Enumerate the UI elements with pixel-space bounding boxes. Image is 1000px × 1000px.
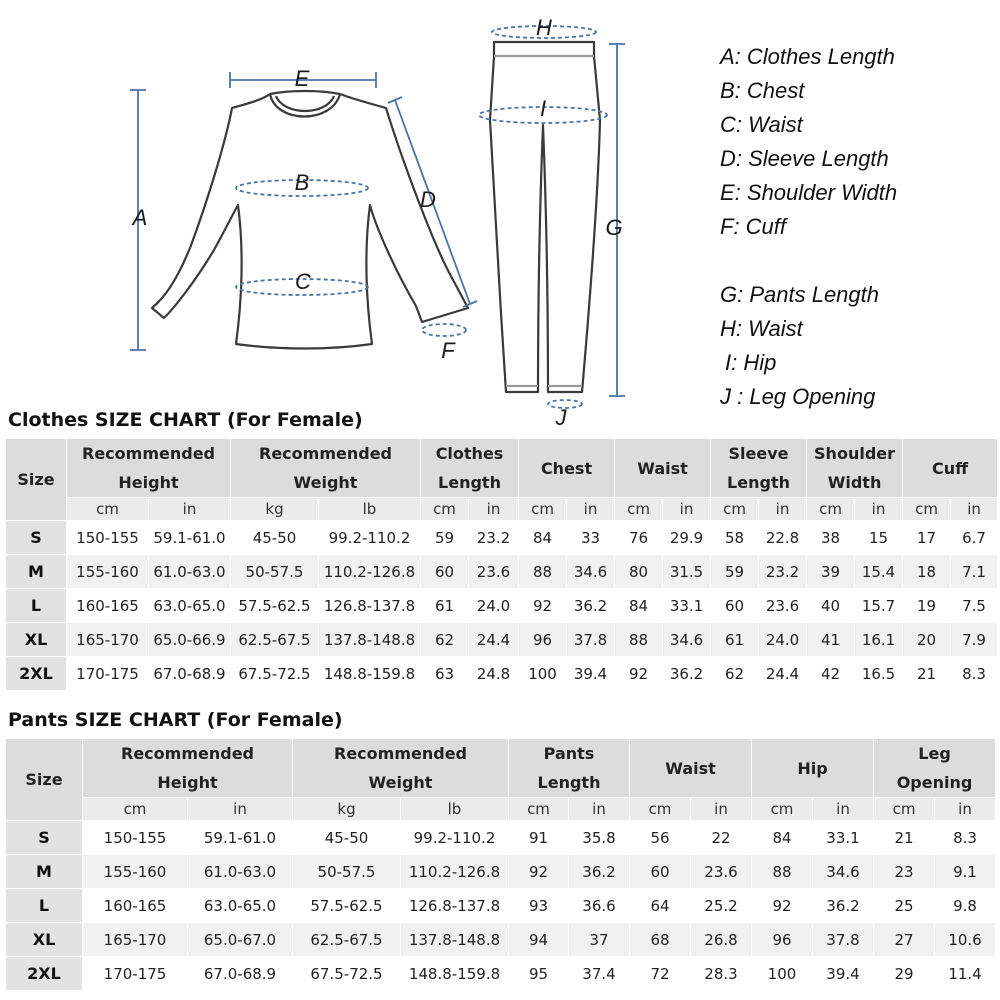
table-cell: 36.2	[567, 589, 615, 623]
legend-gap	[720, 244, 897, 278]
table-cell: 170-175	[67, 657, 149, 691]
table-row	[6, 855, 996, 889]
label-c: C	[295, 269, 311, 294]
label-g: G	[605, 215, 623, 240]
table-cell: 62.5-67.5	[293, 923, 401, 957]
table-cell: 34.6	[663, 623, 711, 657]
table-cell: 45-50	[231, 521, 319, 555]
legend-item: A: Clothes Length	[720, 44, 895, 69]
table-cell: 155-160	[67, 555, 149, 589]
size-header: Size	[6, 739, 83, 821]
table-cell: 7.5	[951, 589, 998, 623]
unit-cell: in	[567, 498, 615, 521]
table-cell: 38	[807, 521, 855, 555]
column-header: Sleeve Length	[711, 439, 807, 498]
unit-cell: cm	[874, 798, 935, 821]
table-cell: 92	[615, 657, 663, 691]
unit-cell: in	[569, 798, 630, 821]
table-cell: 36.2	[663, 657, 711, 691]
legend-item: H: Waist	[720, 316, 803, 341]
unit-cell: in	[935, 798, 996, 821]
table-cell: 92	[752, 889, 813, 923]
table-cell: 96	[519, 623, 567, 657]
pants-illustration	[490, 42, 600, 392]
legend-item: B: Chest	[720, 78, 805, 103]
unit-cell: cm	[752, 798, 813, 821]
table-cell: 24.8	[469, 657, 519, 691]
table-cell: 99.2-110.2	[401, 821, 509, 855]
table-cell: 16.5	[855, 657, 903, 691]
clothes-size-table	[5, 438, 998, 691]
table-cell: 60	[421, 555, 469, 589]
table-cell: 57.5-62.5	[293, 889, 401, 923]
column-header: Recommended Weight	[293, 739, 509, 798]
label-e: E	[294, 66, 310, 91]
size-cell: XL	[6, 923, 83, 957]
table-cell: 23.6	[469, 555, 519, 589]
table-cell: 16.1	[855, 623, 903, 657]
table-cell: 27	[874, 923, 935, 957]
table-cell: 57.5-62.5	[231, 589, 319, 623]
table-cell: 59	[421, 521, 469, 555]
pants-size-table	[5, 738, 996, 991]
table-cell: 88	[615, 623, 663, 657]
table-cell: 150-155	[83, 821, 188, 855]
table-cell: 126.8-137.8	[319, 589, 421, 623]
column-header: Hip	[752, 739, 874, 798]
legend-item: I: Hip	[725, 350, 777, 375]
table-cell: 61.0-63.0	[149, 555, 231, 589]
table-cell: 24.0	[759, 623, 807, 657]
unit-cell: in	[469, 498, 519, 521]
table-cell: 72	[630, 957, 691, 991]
table-cell: 29	[874, 957, 935, 991]
table-cell: 62	[711, 657, 759, 691]
unit-cell: in	[663, 498, 711, 521]
table-cell: 65.0-66.9	[149, 623, 231, 657]
size-header: Size	[6, 439, 67, 521]
size-cell: M	[6, 855, 83, 889]
table-cell: 7.1	[951, 555, 998, 589]
table-cell: 15.4	[855, 555, 903, 589]
table-cell: 42	[807, 657, 855, 691]
table-cell: 93	[509, 889, 569, 923]
table-row	[6, 957, 996, 991]
unit-cell: cm	[903, 498, 951, 521]
column-header: Leg Opening	[874, 739, 996, 798]
table-cell: 37.8	[813, 923, 874, 957]
table-cell: 56	[630, 821, 691, 855]
table-row	[6, 821, 996, 855]
table-cell: 25	[874, 889, 935, 923]
table-cell: 110.2-126.8	[319, 555, 421, 589]
size-cell: 2XL	[6, 657, 67, 691]
table-cell: 155-160	[83, 855, 188, 889]
table-cell: 17	[903, 521, 951, 555]
table-cell: 39.4	[567, 657, 615, 691]
label-h: H	[536, 15, 552, 40]
unit-cell: cm	[807, 498, 855, 521]
table-cell: 6.7	[951, 521, 998, 555]
table-cell: 11.4	[935, 957, 996, 991]
unit-cell: in	[813, 798, 874, 821]
column-header: Chest	[519, 439, 615, 498]
unit-cell: in	[691, 798, 752, 821]
size-cell: XL	[6, 623, 67, 657]
table-cell: 110.2-126.8	[401, 855, 509, 889]
table-cell: 92	[519, 589, 567, 623]
clothes-table-body	[6, 521, 998, 691]
clothes-chart-title: Clothes SIZE CHART (For Female)	[8, 409, 363, 431]
unit-cell: cm	[509, 798, 569, 821]
column-header: Recommended Height	[67, 439, 231, 498]
table-cell: 63.0-65.0	[149, 589, 231, 623]
legend-item: C: Waist	[720, 112, 803, 137]
table-cell: 23.6	[759, 589, 807, 623]
table-row	[6, 623, 998, 657]
table-row	[6, 555, 998, 589]
column-header: Waist	[630, 739, 752, 798]
table-cell: 18	[903, 555, 951, 589]
table-cell: 99.2-110.2	[319, 521, 421, 555]
table-cell: 39.4	[813, 957, 874, 991]
table-cell: 80	[615, 555, 663, 589]
shirt-illustration	[152, 91, 468, 349]
table-cell: 33.1	[813, 821, 874, 855]
pants-chart-title: Pants SIZE CHART (For Female)	[8, 709, 343, 731]
unit-cell: cm	[83, 798, 188, 821]
table-row	[6, 889, 996, 923]
table-cell: 9.8	[935, 889, 996, 923]
units-row	[6, 798, 996, 821]
table-cell: 165-170	[83, 923, 188, 957]
size-cell: L	[6, 589, 67, 623]
table-cell: 50-57.5	[231, 555, 319, 589]
column-header: Waist	[615, 439, 711, 498]
table-cell: 137.8-148.8	[401, 923, 509, 957]
legend-item: J : Leg Opening	[720, 384, 876, 409]
legend-item: D: Sleeve Length	[720, 146, 889, 171]
table-cell: 59	[711, 555, 759, 589]
label-d: D	[420, 187, 436, 212]
unit-cell: in	[951, 498, 998, 521]
table-cell: 39	[807, 555, 855, 589]
table-cell: 23.6	[691, 855, 752, 889]
table-cell: 45-50	[293, 821, 401, 855]
table-cell: 65.0-67.0	[188, 923, 293, 957]
unit-cell: cm	[711, 498, 759, 521]
table-cell: 88	[752, 855, 813, 889]
table-cell: 35.8	[569, 821, 630, 855]
unit-cell: cm	[519, 498, 567, 521]
table-cell: 63.0-65.0	[188, 889, 293, 923]
table-cell: 24.0	[469, 589, 519, 623]
unit-cell: in	[188, 798, 293, 821]
label-f: F	[441, 338, 455, 363]
table-cell: 148.8-159.8	[401, 957, 509, 991]
size-cell: 2XL	[6, 957, 83, 991]
unit-cell: cm	[615, 498, 663, 521]
table-cell: 36.2	[813, 889, 874, 923]
table-cell: 61	[421, 589, 469, 623]
column-header: Recommended Height	[83, 739, 293, 798]
table-cell: 60	[630, 855, 691, 889]
table-cell: 150-155	[67, 521, 149, 555]
label-j: J	[555, 405, 567, 430]
unit-cell: cm	[67, 498, 149, 521]
table-cell: 126.8-137.8	[401, 889, 509, 923]
units-row	[6, 498, 998, 521]
table-cell: 37	[569, 923, 630, 957]
unit-cell: lb	[401, 798, 509, 821]
table-cell: 34.6	[567, 555, 615, 589]
table-cell: 84	[752, 821, 813, 855]
legend-item: G: Pants Length	[720, 282, 879, 307]
table-cell: 34.6	[813, 855, 874, 889]
table-cell: 19	[903, 589, 951, 623]
table-cell: 22	[691, 821, 752, 855]
table-cell: 23.2	[469, 521, 519, 555]
table-cell: 64	[630, 889, 691, 923]
table-cell: 59.1-61.0	[149, 521, 231, 555]
table-cell: 160-165	[67, 589, 149, 623]
table-row	[6, 923, 996, 957]
table-row	[6, 589, 998, 623]
size-cell: S	[6, 521, 67, 555]
table-cell: 165-170	[67, 623, 149, 657]
size-cell: M	[6, 555, 67, 589]
table-cell: 94	[509, 923, 569, 957]
measurement-legend	[720, 40, 897, 414]
table-cell: 170-175	[83, 957, 188, 991]
pants-table-body	[6, 821, 996, 991]
size-cell: L	[6, 889, 83, 923]
table-cell: 37.4	[569, 957, 630, 991]
table-cell: 22.8	[759, 521, 807, 555]
table-cell: 96	[752, 923, 813, 957]
table-cell: 23.2	[759, 555, 807, 589]
table-cell: 61	[711, 623, 759, 657]
label-i: I	[539, 96, 547, 121]
table-cell: 62.5-67.5	[231, 623, 319, 657]
table-cell: 67.0-68.9	[149, 657, 231, 691]
table-cell: 84	[615, 589, 663, 623]
size-cell: S	[6, 821, 83, 855]
table-cell: 8.3	[951, 657, 998, 691]
table-cell: 84	[519, 521, 567, 555]
table-cell: 28.3	[691, 957, 752, 991]
table-cell: 100	[519, 657, 567, 691]
table-cell: 24.4	[759, 657, 807, 691]
table-cell: 137.8-148.8	[319, 623, 421, 657]
table-cell: 160-165	[83, 889, 188, 923]
table-cell: 29.9	[663, 521, 711, 555]
table-cell: 21	[903, 657, 951, 691]
table-cell: 15	[855, 521, 903, 555]
table-cell: 37.8	[567, 623, 615, 657]
table-cell: 88	[519, 555, 567, 589]
table-cell: 91	[509, 821, 569, 855]
column-header: Pants Length	[509, 739, 630, 798]
table-cell: 21	[874, 821, 935, 855]
table-cell: 67.5-72.5	[293, 957, 401, 991]
unit-cell: in	[759, 498, 807, 521]
table-cell: 8.3	[935, 821, 996, 855]
table-cell: 9.1	[935, 855, 996, 889]
measurement-lines	[130, 26, 625, 408]
unit-cell: cm	[421, 498, 469, 521]
table-cell: 58	[711, 521, 759, 555]
unit-cell: kg	[293, 798, 401, 821]
unit-cell: lb	[319, 498, 421, 521]
table-cell: 67.5-72.5	[231, 657, 319, 691]
table-cell: 62	[421, 623, 469, 657]
unit-cell: in	[855, 498, 903, 521]
table-cell: 59.1-61.0	[188, 821, 293, 855]
table-cell: 31.5	[663, 555, 711, 589]
column-header: Cuff	[903, 439, 998, 498]
column-header: Shoulder Width	[807, 439, 903, 498]
table-cell: 10.6	[935, 923, 996, 957]
table-cell: 7.9	[951, 623, 998, 657]
table-cell: 20	[903, 623, 951, 657]
table-cell: 25.2	[691, 889, 752, 923]
column-header: Clothes Length	[421, 439, 519, 498]
table-cell: 26.8	[691, 923, 752, 957]
unit-cell: in	[149, 498, 231, 521]
table-row	[6, 657, 998, 691]
column-header: Recommended Weight	[231, 439, 421, 498]
table-cell: 15.7	[855, 589, 903, 623]
table-cell: 76	[615, 521, 663, 555]
unit-cell: cm	[630, 798, 691, 821]
legend-item: E: Shoulder Width	[720, 180, 898, 205]
table-cell: 148.8-159.8	[319, 657, 421, 691]
table-cell: 50-57.5	[293, 855, 401, 889]
unit-cell: kg	[231, 498, 319, 521]
table-cell: 24.4	[469, 623, 519, 657]
table-cell: 61.0-63.0	[188, 855, 293, 889]
table-cell: 33	[567, 521, 615, 555]
table-cell: 36.2	[569, 855, 630, 889]
legend-item: F: Cuff	[720, 214, 787, 239]
table-cell: 23	[874, 855, 935, 889]
table-cell: 41	[807, 623, 855, 657]
table-cell: 95	[509, 957, 569, 991]
table-cell: 60	[711, 589, 759, 623]
table-cell: 92	[509, 855, 569, 889]
table-row	[6, 521, 998, 555]
table-cell: 33.1	[663, 589, 711, 623]
label-a: A	[132, 205, 148, 230]
table-cell: 100	[752, 957, 813, 991]
table-cell: 36.6	[569, 889, 630, 923]
table-cell: 67.0-68.9	[188, 957, 293, 991]
table-cell: 68	[630, 923, 691, 957]
table-cell: 63	[421, 657, 469, 691]
label-b: B	[294, 170, 310, 195]
table-cell: 40	[807, 589, 855, 623]
